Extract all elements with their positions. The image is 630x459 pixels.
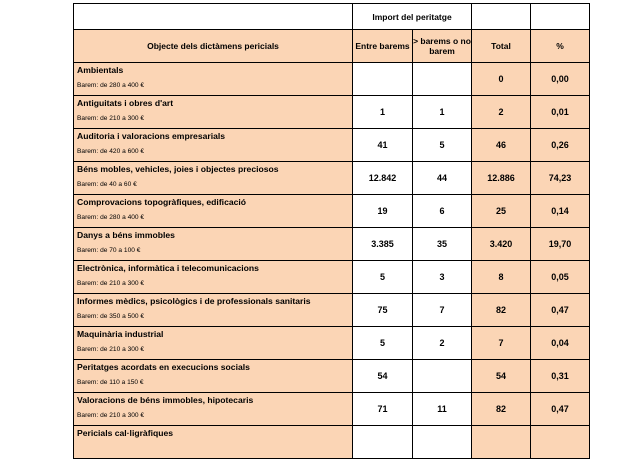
outside-scale-cell bbox=[413, 63, 472, 96]
within-scale-cell: 12.842 bbox=[353, 162, 413, 195]
total-cell bbox=[472, 426, 531, 459]
table-row bbox=[74, 195, 590, 228]
category-scale: Barem: de 350 a 500 € bbox=[77, 313, 145, 320]
percent-cell: 74,23 bbox=[531, 162, 590, 195]
category-scale: Barem: de 210 a 300 € bbox=[77, 280, 145, 287]
header-empty-cell bbox=[531, 4, 590, 30]
category-scale: Barem: de 70 a 100 € bbox=[77, 247, 141, 254]
category-cell bbox=[74, 261, 353, 294]
within-scale-cell: 5 bbox=[353, 261, 413, 294]
table-row bbox=[74, 228, 590, 261]
category-scale: Barem: de 110 a 150 € bbox=[77, 379, 144, 386]
category-cell bbox=[74, 228, 353, 261]
category-name: Electrònica, informàtica i telecomunicacions bbox=[77, 263, 259, 273]
table-row bbox=[74, 63, 590, 96]
percent-cell: 0,26 bbox=[531, 129, 590, 162]
total-cell: 82 bbox=[472, 294, 531, 327]
category-cell bbox=[74, 195, 353, 228]
within-scale-cell: 5 bbox=[353, 327, 413, 360]
within-scale-cell: 54 bbox=[353, 360, 413, 393]
header-row-group bbox=[74, 4, 590, 30]
total-cell: 54 bbox=[472, 360, 531, 393]
category-scale: Barem: de 210 a 300 € bbox=[77, 115, 145, 122]
total-cell: 46 bbox=[472, 129, 531, 162]
category-name: Béns mobles, vehicles, joies i objectes preciosos bbox=[77, 164, 279, 174]
outside-scale-cell: 35 bbox=[413, 228, 472, 261]
table-row bbox=[74, 426, 590, 459]
header-percent: % bbox=[531, 30, 590, 63]
percent-cell: 19,70 bbox=[531, 228, 590, 261]
header-empty-cell bbox=[472, 4, 531, 30]
outside-scale-cell: 6 bbox=[413, 195, 472, 228]
category-cell bbox=[74, 426, 353, 459]
total-cell: 2 bbox=[472, 96, 531, 129]
outside-scale-cell: 1 bbox=[413, 96, 472, 129]
category-cell bbox=[74, 96, 353, 129]
category-scale: Barem: de 40 a 60 € bbox=[77, 181, 137, 188]
table-row bbox=[74, 327, 590, 360]
category-cell bbox=[74, 63, 353, 96]
percent-cell: 0,47 bbox=[531, 393, 590, 426]
table-row bbox=[74, 129, 590, 162]
outside-scale-cell: 11 bbox=[413, 393, 472, 426]
within-scale-cell: 3.385 bbox=[353, 228, 413, 261]
total-cell: 25 bbox=[472, 195, 531, 228]
category-name: Maquinària industrial bbox=[77, 329, 164, 339]
within-scale-cell: 1 bbox=[353, 96, 413, 129]
total-cell: 0 bbox=[472, 63, 531, 96]
outside-scale-cell: 2 bbox=[413, 327, 472, 360]
header-within-scale: Entre barems bbox=[353, 30, 413, 63]
within-scale-cell: 71 bbox=[353, 393, 413, 426]
within-scale-cell: 19 bbox=[353, 195, 413, 228]
table-row bbox=[74, 162, 590, 195]
category-name: Pericials cal·ligràfiques bbox=[77, 428, 174, 438]
total-cell: 3.420 bbox=[472, 228, 531, 261]
category-scale: Barem: de 280 a 400 € bbox=[77, 82, 145, 89]
outside-scale-cell bbox=[413, 360, 472, 393]
percent-cell: 0,04 bbox=[531, 327, 590, 360]
table-row bbox=[74, 96, 590, 129]
total-cell: 82 bbox=[472, 393, 531, 426]
category-scale: Barem: de 420 a 600 € bbox=[77, 148, 145, 155]
category-cell bbox=[74, 327, 353, 360]
category-scale: Barem: de 210 a 300 € bbox=[77, 412, 145, 419]
category-name: Informes mèdics, psicològics i de professionals sanitaris bbox=[77, 296, 311, 306]
percent-cell: 0,01 bbox=[531, 96, 590, 129]
within-scale-cell bbox=[353, 426, 413, 459]
category-name: Valoracions de béns immobles, hipotecaris bbox=[77, 395, 254, 405]
within-scale-cell: 75 bbox=[353, 294, 413, 327]
category-scale: Barem: de 210 a 300 € bbox=[77, 346, 145, 353]
table-row bbox=[74, 393, 590, 426]
category-scale: Barem: de 280 a 400 € bbox=[77, 214, 145, 221]
category-name: Danys a béns immobles bbox=[77, 230, 175, 240]
header-outside-scale: > barems o no barem bbox=[413, 30, 472, 63]
category-cell bbox=[74, 360, 353, 393]
header-empty-cell bbox=[74, 4, 353, 30]
percent-cell: 0,05 bbox=[531, 261, 590, 294]
category-name: Peritatges acordats en execucions socials bbox=[77, 362, 250, 372]
header-row-columns bbox=[74, 30, 590, 63]
total-cell: 12.886 bbox=[472, 162, 531, 195]
table-row bbox=[74, 294, 590, 327]
percent-cell: 0,14 bbox=[531, 195, 590, 228]
category-cell bbox=[74, 393, 353, 426]
outside-scale-cell: 7 bbox=[413, 294, 472, 327]
category-name: Ambientals bbox=[77, 65, 124, 75]
category-name: Antiguitats i obres d'art bbox=[77, 98, 174, 108]
category-cell bbox=[74, 129, 353, 162]
total-cell: 8 bbox=[472, 261, 531, 294]
within-scale-cell bbox=[353, 63, 413, 96]
category-name: Auditoria i valoracions empresarials bbox=[77, 131, 226, 141]
percent-cell: 0,00 bbox=[531, 63, 590, 96]
table-row bbox=[74, 261, 590, 294]
outside-scale-cell: 5 bbox=[413, 129, 472, 162]
percent-cell: 0,31 bbox=[531, 360, 590, 393]
table-row bbox=[74, 360, 590, 393]
expert-reports-table bbox=[73, 3, 590, 459]
category-name: Comprovacions topogràfiques, edificació bbox=[77, 197, 247, 207]
category-cell bbox=[74, 294, 353, 327]
percent-cell: 0,47 bbox=[531, 294, 590, 327]
within-scale-cell: 41 bbox=[353, 129, 413, 162]
outside-scale-cell: 3 bbox=[413, 261, 472, 294]
header-import-group: Import del peritatge bbox=[353, 4, 472, 30]
header-object: Objecte dels dictàmens pericials bbox=[74, 30, 353, 63]
outside-scale-cell bbox=[413, 426, 472, 459]
category-cell bbox=[74, 162, 353, 195]
total-cell: 7 bbox=[472, 327, 531, 360]
header-total: Total bbox=[472, 30, 531, 63]
percent-cell bbox=[531, 426, 590, 459]
outside-scale-cell: 44 bbox=[413, 162, 472, 195]
